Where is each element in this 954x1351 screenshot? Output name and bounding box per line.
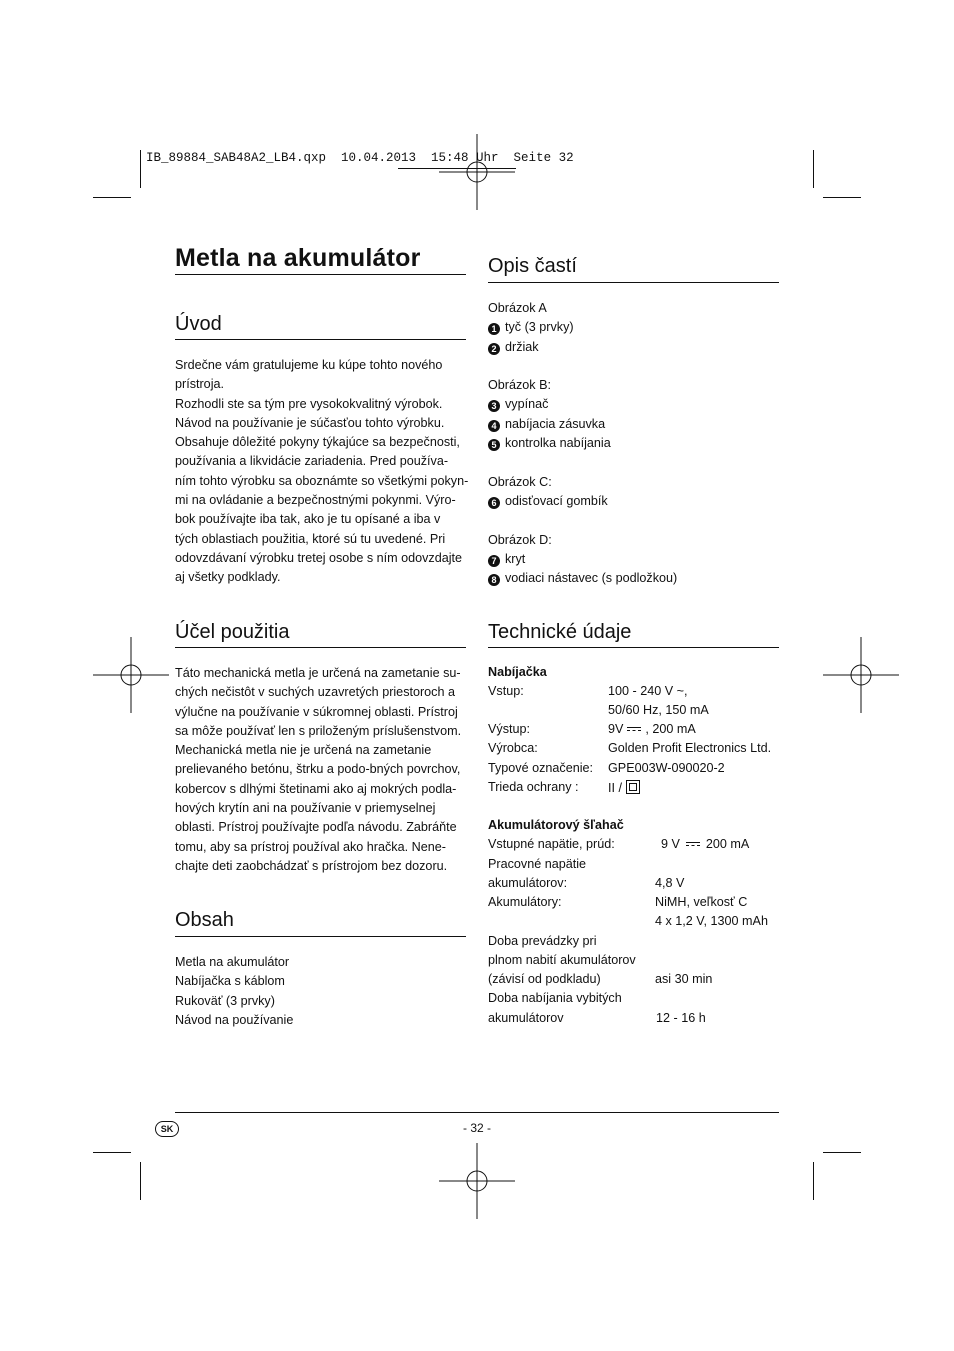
op-voltage-label-1: Pracovné napätie — [488, 857, 587, 871]
part-item — [488, 550, 677, 569]
purpose-line: tomu, aby sa prístroj používal ako hračka. Nene- — [175, 839, 446, 854]
purpose-line: Mechanická metla nie je určená na zametanie — [175, 743, 432, 758]
purpose-line: kobercov s dlhými štetinami ako aj mokrých podla- — [175, 781, 457, 796]
charger-output-value — [608, 722, 696, 736]
runtime-label-2: plnom nabití akumulátorov — [488, 953, 636, 967]
purpose-line: chajte deti zaobchádzať s prístrojom bez dozoru. — [175, 858, 448, 873]
contents-rule — [175, 936, 466, 937]
charger-class-value — [608, 780, 640, 795]
intro-line: Rozhodli ste sa tým pre vysokokvalitný výrobok. — [175, 396, 443, 411]
intro-line: Návod na používanie je súčasťou tohto výrobku. — [175, 415, 445, 430]
intro-line: odovzdávaní výrobku tretej osobe s ním odovzdajte — [175, 550, 463, 565]
sweeper-input-value — [661, 837, 749, 851]
number-badge-icon: 6 — [488, 497, 500, 509]
charger-maker-value: Golden Profit Electronics Ltd. — [608, 741, 772, 755]
number-badge-icon: 7 — [488, 555, 500, 567]
part-item — [488, 318, 677, 337]
intro-line: Obsahuje dôležité pokyny týkajúce sa bezpečnosti, — [175, 435, 460, 450]
print-header: IB_89884_SAB48A2_LB4.qxp 10.04.2013 15:48 Uhr Seite 32 — [146, 151, 574, 165]
parts-list — [488, 299, 677, 588]
part-label: nabíjacia zásuvka — [505, 416, 606, 431]
charger-input-label: Vstup: — [488, 684, 524, 698]
figure-label: Obrázok B: — [488, 378, 551, 393]
number-badge-icon: 3 — [488, 400, 500, 412]
charge-time-label-2: akumulátorov — [488, 1011, 564, 1025]
intro-line: bok používajte iba tak, ako je tu opísané a iba v — [175, 512, 441, 527]
intro-line: ním tohto výrobku sa oboznámte so všetkými pokyn- — [175, 473, 469, 488]
part-label: držiak — [505, 339, 539, 354]
output-current: , 200 mA — [645, 722, 696, 736]
part-item — [488, 569, 677, 588]
contents-heading: Obsah — [175, 909, 234, 931]
figure-label: Obrázok C: — [488, 474, 552, 489]
contents-item: Návod na používanie — [175, 1012, 294, 1027]
input-voltage: 9 V — [661, 837, 680, 851]
battery-label: Akumulátory: — [488, 895, 562, 909]
input-current: 200 mA — [705, 837, 750, 851]
contents-item: Nabíjačka s káblom — [175, 974, 285, 989]
charger-input-value: 100 - 240 V ~, — [608, 684, 688, 698]
op-voltage-label-2: akumulátorov: — [488, 876, 568, 890]
contents-item: Metla na akumulátor — [175, 955, 290, 969]
footer-rule — [175, 1112, 779, 1113]
runtime-label-3: (závisí od podkladu) — [488, 972, 601, 986]
number-badge-icon: 4 — [488, 420, 500, 432]
number-badge-icon: 2 — [488, 343, 500, 355]
charger-maker-label: Výrobca: — [488, 741, 538, 755]
part-label: kontrolka nabíjania — [505, 436, 611, 451]
intro-line: Srdečne vám gratulujeme ku kúpe tohto nového — [175, 358, 443, 372]
battery-value-1: NiMH, veľkosť C — [655, 895, 748, 909]
sweeper-title: Akumulátorový šľahač — [488, 818, 624, 832]
purpose-line: sa môže používať len s priloženým príslušenstvom. — [175, 723, 462, 738]
charger-input-value-2: 50/60 Hz, 150 mA — [608, 703, 709, 717]
tech-heading: Technické údaje — [488, 621, 632, 643]
number-badge-icon: 5 — [488, 439, 500, 451]
figure-label: Obrázok D: — [488, 532, 552, 547]
purpose-text — [175, 664, 461, 876]
purpose-line: oblasti. Prístroj používajte podľa návodu. Zabráňte — [175, 820, 457, 835]
contents-list — [175, 953, 293, 1030]
intro-rule — [175, 339, 466, 340]
part-item — [488, 492, 677, 511]
battery-value-2: 4 x 1,2 V, 1300 mAh — [655, 914, 768, 928]
charger-output-label: Výstup: — [488, 722, 530, 736]
dc-symbol-icon — [686, 841, 700, 848]
figure-label: Obrázok A — [488, 301, 547, 315]
registration-mark-right — [823, 637, 899, 713]
part-item — [488, 338, 677, 357]
purpose-line: Táto mechanická metla je určená na zametanie su- — [175, 666, 461, 680]
page-title: Metla na akumulátor — [175, 244, 421, 272]
number-badge-icon: 8 — [488, 574, 500, 586]
purpose-line: výlučne na používanie v súkromnej oblasti. Prístroj — [175, 704, 458, 719]
part-label: vypínač — [505, 397, 549, 412]
purpose-line: hových krytín ani na používanie v priemyselnej — [175, 801, 436, 816]
intro-heading: Úvod — [175, 313, 222, 335]
charger-class-label: Trieda ochrany : — [488, 780, 579, 794]
parts-rule — [488, 282, 779, 283]
sweeper-input-label: Vstupné napätie, prúd: — [488, 837, 615, 851]
protection-class-ii-icon — [626, 780, 640, 794]
purpose-line: prelievaného betónu, štrku a podo-bných povrchov, — [175, 762, 461, 777]
part-item — [488, 415, 677, 434]
op-voltage-value: 4,8 V — [655, 876, 685, 890]
registration-mark-left — [93, 637, 169, 713]
charger-title: Nabíjačka — [488, 665, 547, 679]
registration-mark-top — [439, 134, 515, 210]
language-badge: SK — [155, 1121, 179, 1137]
charger-type-value: GPE003W-090020-2 — [608, 761, 725, 775]
registration-mark-bottom — [439, 1143, 515, 1219]
title-rule — [175, 274, 466, 275]
intro-text — [175, 356, 468, 588]
charge-time-label-1: Doba nabíjania vybitých — [488, 991, 622, 1005]
parts-heading: Opis častí — [488, 255, 577, 277]
intro-line: prístroja. — [175, 377, 224, 392]
purpose-heading: Účel použitia — [175, 621, 290, 643]
part-label: odisťovací gombík — [505, 493, 608, 508]
contents-item: Rukoväť (3 prvky) — [175, 993, 275, 1008]
purpose-line: chých nečistôt v suchých uzavretých priestoroch a — [175, 685, 455, 700]
charge-time-value: 12 - 16 h — [656, 1011, 706, 1025]
number-badge-icon: 1 — [488, 323, 500, 335]
charger-type-label: Typové označenie: — [488, 761, 594, 775]
part-item — [488, 434, 677, 453]
part-label: vodiaci nástavec (s podložkou) — [505, 571, 678, 586]
part-label: kryt — [505, 551, 526, 566]
intro-line: tých oblastiach použitia, ktoré sú tu uvedené. Pri — [175, 531, 446, 546]
page-number: - 32 - — [462, 1121, 491, 1135]
intro-line: aj všetky podklady. — [175, 570, 281, 585]
runtime-value: asi 30 min — [655, 972, 713, 986]
dc-symbol-icon — [627, 726, 641, 733]
part-label: tyč (3 prvky) — [505, 320, 574, 335]
runtime-label-1: Doba prevádzky pri — [488, 934, 597, 948]
tech-rule — [488, 647, 779, 648]
intro-line: používania a likvidácie zariadenia. Pred používa- — [175, 454, 449, 469]
part-item — [488, 395, 677, 414]
output-voltage: 9V — [608, 722, 624, 736]
class-text: II / — [608, 781, 622, 795]
purpose-rule — [175, 647, 466, 648]
intro-line: mi na ovládanie a bezpečnostnými pokynmi. Výro- — [175, 493, 456, 508]
